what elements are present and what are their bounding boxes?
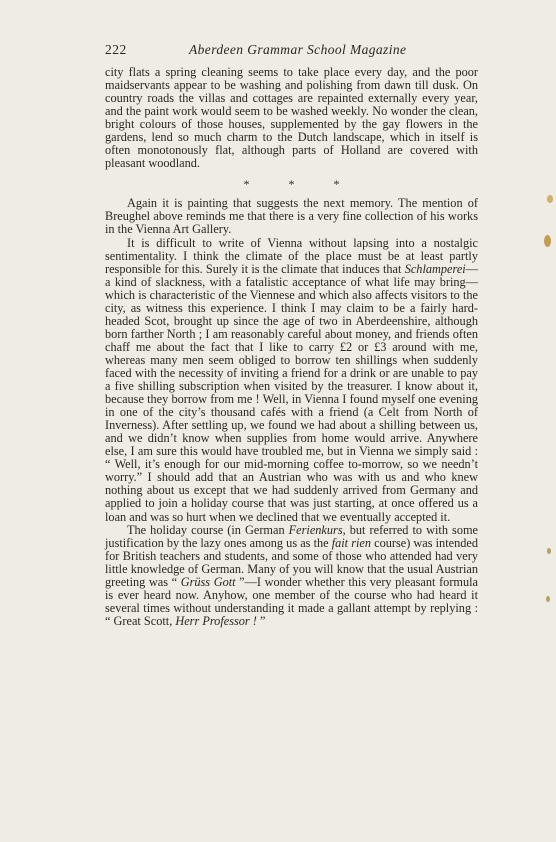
text-run: It is difficult to write of Vienna without lapsing into a nostalgic sentimentality. I think the climate of the place must be at least partly responsible for this. Surely it is the climate that induces that [105, 235, 478, 276]
italic-term: fait rien [331, 535, 372, 550]
paragraph-p4 [105, 524, 478, 628]
text-run: ” [256, 613, 266, 628]
paper-stain [544, 235, 551, 247]
text-run: , but referred to with some justification by the lazy ones among us as the [105, 522, 478, 550]
text-run: —a kind of slackness, with a fatalistic acceptance of what life may bring—which is characteristic of the Viennese and which also affects visitors to the city, as witness this experience. I think I may claim to be a fairly hard-headed Scot, brought up since the age of two in Aberdeenshire, although born farther North ; I am reasonably careful about money, and friends often chaff me about the fact that I like to carry £2 or £3 around with me, whereas many men seem obliged to borrow ten shillings when suddenly faced with the necessity of inviting a friend for a drink or are unable to pay a five shilling subscription when visited by the treasurer. I know about it, because they borrow from me ! Well, in Vienna I found myself one evening in one of the city’s thousand cafés with a friend (a Celt from North of Inverness). After settling up, we found we had about a shilling between us, and we didn’t know when supplies from home would arrive. Anywhere else, I am sure this would have troubled me, but in Vienna we simply said : “ Well, it’s enough for our mid-morning coffee to-morrow, so we needn’t worry.” I should add that an Austrian who was with us and who knew nothing about us except that we had suddenly arrived from Germany and applied to join a holiday course that was just starting, at once offered us a loan and was so hurt when we declined that we eventually accepted it. [105, 261, 478, 524]
paper-stain [547, 195, 553, 203]
article-body [105, 66, 478, 628]
section-separator: * * * [243, 177, 358, 192]
text-run: The holiday course (in German [127, 522, 289, 537]
italic-term: Grüss Gott [180, 574, 236, 589]
running-title: Aberdeen Grammar School Magazine [189, 42, 407, 57]
paper-stain [546, 596, 550, 602]
text-run: Again it is painting that suggests the next memory. The mention of Breughel above reminds me that there is a very fine collection of his works in the Vienna Art Gallery. [105, 196, 478, 237]
paragraph-p3 [105, 237, 478, 524]
page-header [105, 41, 477, 59]
text-run: city flats a spring cleaning seems to take place every day, and the poor maidservants appear to be washing and polishing from dawn till dusk. On country roads the villas and cottages are repainted externally every year, and the paint work would seem to be washed weekly. No wonder the clean, bright colours of those houses, supplemented by the gay flowers in the gardens, lend so much charm to the Dutch landscape, which in itself is often monotonously flat, although parts of Holland are covered with pleasant woodland. [105, 65, 478, 171]
paragraph-p2 [105, 197, 478, 236]
paragraph-p1 [105, 66, 478, 170]
italic-term: Schlamperei [404, 261, 466, 276]
text-run: ”—I wonder whether this very pleasant formula is ever heard now. Anyhow, one member of the course who had heard it several times without understanding it made a gallant attempt by replying : “ Great Scott, [105, 574, 478, 628]
page-number: 222 [105, 42, 127, 57]
italic-term: Herr Professor ! [175, 613, 257, 628]
paper-stain [547, 548, 551, 554]
text-run: course) was intended for British teachers and students, and some of those who attended had very little knowledge of German. Many of you will know that the usual Austrian greeting was “ [105, 535, 478, 589]
italic-term: Ferienkurs [288, 522, 343, 537]
